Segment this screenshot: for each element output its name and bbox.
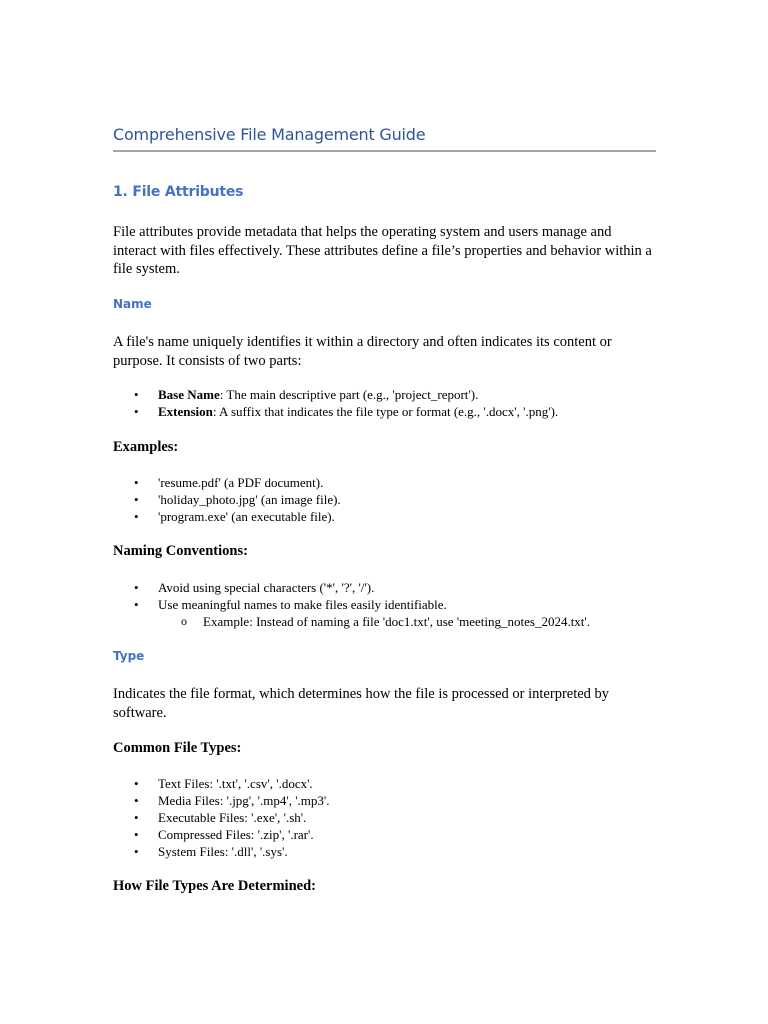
bullet-icon: • bbox=[134, 793, 139, 808]
term-base-name: Base Name bbox=[158, 387, 220, 402]
file-type-text: System Files: '.dll', '.sys'. bbox=[158, 844, 288, 859]
list-item bbox=[113, 579, 656, 596]
list-item bbox=[113, 386, 656, 403]
sub-bullet-icon: o bbox=[181, 614, 187, 628]
naming-conventions-list bbox=[113, 579, 656, 630]
bullet-icon: • bbox=[134, 810, 139, 825]
common-file-types-heading: Common File Types: bbox=[113, 740, 242, 756]
list-item bbox=[113, 792, 656, 809]
convention-text: Use meaningful names to make files easily identifiable. bbox=[158, 597, 447, 612]
file-type-text: Compressed Files: '.zip', '.rar'. bbox=[158, 827, 314, 842]
convention-text: Avoid using special characters ('*', '?', '/'). bbox=[158, 580, 375, 595]
list-item bbox=[113, 403, 656, 420]
list-item bbox=[113, 491, 656, 508]
type-intro: Indicates the file format, which determines how the file is processed or interpreted by software. bbox=[113, 686, 610, 721]
examples-list bbox=[113, 474, 656, 525]
list-item bbox=[113, 508, 656, 525]
subheading-type: Type bbox=[113, 649, 145, 663]
list-item bbox=[113, 613, 656, 630]
file-types-determined-heading: How File Types Are Determined: bbox=[113, 878, 316, 894]
term-description: : A suffix that indicates the file type or format (e.g., '.docx', '.png'). bbox=[212, 404, 559, 419]
bullet-icon: • bbox=[134, 844, 139, 859]
name-intro: A file's name uniquely identifies it within a directory and often indicates its content or purpose. It consists of two parts: bbox=[113, 334, 612, 369]
bullet-icon: • bbox=[134, 475, 139, 490]
list-item bbox=[113, 843, 656, 860]
example-text: 'holiday_photo.jpg' (an image file). bbox=[158, 492, 341, 507]
bullet-icon: • bbox=[134, 580, 139, 595]
bullet-icon: • bbox=[134, 492, 139, 507]
section-heading-file-attributes: 1. File Attributes bbox=[113, 184, 244, 200]
bullet-icon: • bbox=[134, 404, 139, 419]
list-item bbox=[113, 775, 656, 792]
title-underline bbox=[113, 150, 656, 152]
list-item bbox=[113, 474, 656, 491]
list-item bbox=[113, 809, 656, 826]
bullet-icon: • bbox=[134, 509, 139, 524]
bullet-icon: • bbox=[134, 776, 139, 791]
common-file-types-list bbox=[113, 775, 656, 860]
bullet-icon: • bbox=[134, 827, 139, 842]
list-item bbox=[113, 596, 656, 613]
file-type-text: Text Files: '.txt', '.csv', '.docx'. bbox=[158, 776, 313, 791]
list-item bbox=[113, 826, 656, 843]
examples-heading: Examples: bbox=[113, 439, 179, 455]
naming-conventions-heading: Naming Conventions: bbox=[113, 543, 248, 559]
term-extension: Extension bbox=[158, 404, 213, 419]
bullet-icon: • bbox=[134, 597, 139, 612]
subheading-name: Name bbox=[113, 297, 152, 311]
file-type-text: Media Files: '.jpg', '.mp4', '.mp3'. bbox=[158, 793, 330, 808]
convention-example-text: Example: Instead of naming a file 'doc1.txt', use 'meeting_notes_2024.txt'. bbox=[203, 614, 591, 629]
example-text: 'resume.pdf' (a PDF document). bbox=[158, 475, 324, 490]
term-description: : The main descriptive part (e.g., 'project_report'). bbox=[219, 387, 479, 402]
document-title: Comprehensive File Management Guide bbox=[113, 125, 426, 144]
file-attributes-intro: File attributes provide metadata that helps the operating system and users manage and interact with files effectively. These attributes define a file’s properties and behavior within a file system. bbox=[113, 224, 652, 277]
example-text: 'program.exe' (an executable file). bbox=[158, 509, 335, 524]
file-type-text: Executable Files: '.exe', '.sh'. bbox=[158, 810, 307, 825]
bullet-icon: • bbox=[134, 387, 139, 402]
name-parts-list bbox=[113, 386, 656, 420]
